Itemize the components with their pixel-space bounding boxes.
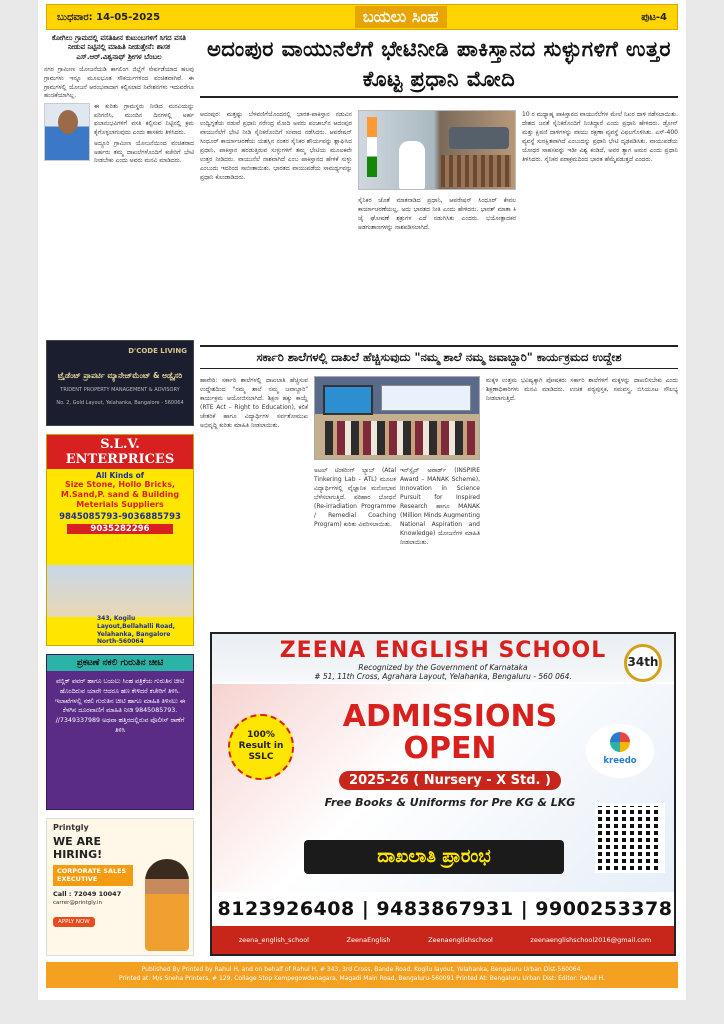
slv-subtitle: All Kinds of [95, 471, 145, 480]
side-article-paragraph: ಅದ್ದೂರಿ ಗ್ರಾಮೀಣ ಯೋಜನೆಯಿಂದ ವಂಚಿತರಾದ ಅರ್ಹರು ತಮ್ಮ ದಾಖಲೆಗಳೊಂದಿಗೆ ಕಚೇರಿಗೆ ಭೇಟಿ ನೀಡಬೇಕು ಎಂದು ಅವರು ಮನವಿ ಮಾಡಿದರು. [94, 139, 194, 165]
imprint-line: Published By Printed by Rahul H, and on behalf of Rahul H, # 343, 3rd Cross, Bande Road, Kogilu layout, Yelahanka, Bengaluru Urban Dist-560064. [141, 966, 583, 973]
kreedo-logo-icon [610, 732, 630, 752]
slv-title: S.L.V. ENTERPRICES [47, 435, 193, 469]
page-number: ಪುಟ-4 [641, 11, 667, 23]
kreedo-label: kreedo [603, 756, 637, 766]
school-headline: ಸರ್ಕಾರಿ ಶಾಲೆಗಳಲ್ಲಿ ದಾಖಲೆ ಹೆಚ್ಚಿಸುವುದು "ನಮ್ಮ ಶಾಲೆ ನಮ್ಮ ಜವಾಬ್ದಾರಿ" ಕಾರ್ಯಕ್ರಮದ ಉದ್ದೇಶ [256, 350, 622, 364]
hiring-role: CORPORATE SALES EXECUTIVE [53, 865, 133, 885]
slv-address: 343, Kogilu Layout,Bellahalli Road, Yelahanka, Bangalore North-560064 [97, 615, 175, 646]
hiring-model-image [145, 859, 189, 951]
issue-date: ಬುಧವಾರ: 14-05-2025 [57, 11, 161, 23]
school-headline-box [200, 345, 678, 369]
social-links [212, 926, 676, 954]
kreedo-logo [586, 724, 654, 778]
hiring-headline: WE ARE HIRING! [53, 835, 103, 861]
school-article-col: ಅಟಲ್ ಟಿಂಕರಿಂಗ್ ಲ್ಯಾಬ್ (Atal Tinkering Lab - ATL) ಮೂಲಕ ವಿದ್ಯಾರ್ಥಿಗಳಲ್ಲಿ ವೈಜ್ಞಾನಿಕ ಮನೋಭಾವ ಬೆಳೆಸಲಾಗುತ್ತಿದೆ. ಪರಿಹಾರ ಬೋಧನೆ (Re-irradiation Programme / Remedial Coaching Program) ಕುರಿತು ವಿವರಿಸಲಾಯಿತು. [314, 467, 396, 528]
lead-article-col: ಆದಂಪುರ: ಮತ್ತಷ್ಟು ಬೆಳವಣಿಗೆಯೊಂದರಲ್ಲಿ ಭಾರತ-ಪಾಕಿಸ್ತಾನ ನಡುವಿನ ಉದ್ವಿಗ್ನತೆಯ ನಡುವೆ ಪ್ರಧಾನಿ ನರೇಂದ್ರ ಮೋದಿ ಅವರು ಪಂಜಾಬ್‌ನ ಆದಂಪುರ ವಾಯುನೆಲೆಗೆ ಭೇಟಿ ನೀಡಿ ಸೈನಿಕರೊಂದಿಗೆ ಸಂವಾದ ನಡೆಸಿದರು. ಆಪರೇಷನ್ ಸಿಂಧೂರ್ ಕಾರ್ಯಾಚರಣೆಯ ಯಶಸ್ಸಿನ ನಂತರ ಸೈನಿಕರ ಶೌರ್ಯವನ್ನು ಶ್ಲಾಘಿಸಿದ ಪ್ರಧಾನಿ, ಪಾಕಿಸ್ತಾನ ಹರಡುತ್ತಿರುವ ಸುಳ್ಳುಗಳಿಗೆ ತಮ್ಮ ಭೇಟಿಯ ಮೂಲಕವೇ ಉತ್ತರ ನೀಡಿದರು. ವಾಯುನೆಲೆ ನಾಶವಾಗಿದೆ ಎಂಬ ಪಾಕಿಸ್ತಾನದ ಹೇಳಿಕೆ ಸುಳ್ಳು ಎಂಬುದು ಇದರಿಂದ ಸಾಬೀತಾಯಿತು. ಭಾರತದ ವಾಯುಪಡೆಯ ಸಾಮರ್ಥ್ಯವನ್ನು ಪ್ರಧಾನಿ ಕೊಂಡಾಡಿದರು. [200, 111, 352, 181]
trident-name-en: TRIDENT PROPERTY MANAGEMENT & ADVISORY [60, 387, 180, 393]
session-pill: 2025-26 ( Nursery - X Std. ) [339, 771, 561, 790]
construction-image [47, 565, 194, 617]
trident-ad[interactable] [46, 340, 194, 426]
lead-article-col: 10 ರ ಮಧ್ಯಾಹ್ನ ಪಾಕಿಸ್ತಾನದ ವಾಯುನೆಲೆಗಳ ಮೇಲೆ ನಿಖರ ದಾಳಿ ನಡೆಸಲಾಯಿತು. ದೇಶದ ಜನತೆ ಸೈನಿಕರೊಂದಿಗೆ ನಿಂತಿದ್ದಾರೆ ಎಂದು ಪ್ರಧಾನಿ ಹೇಳಿದರು. ಡ್ರೋನ್ ಮತ್ತು ಕ್ಷಿಪಣಿ ದಾಳಿಗಳನ್ನು ವಾಯು ರಕ್ಷಣಾ ವ್ಯವಸ್ಥೆ ವಿಫಲಗೊಳಿಸಿತು. ಎಸ್-400 ವ್ಯವಸ್ಥೆ ಸುರಕ್ಷಿತವಾಗಿದೆ ಎಂಬುದನ್ನು ಪ್ರಧಾನಿ ಭೇಟಿ ದೃಢಪಡಿಸಿತು. ವಾಯುಪಡೆಯ ಯೋಧರ ಸಾಹಸವನ್ನು ಇಡೀ ವಿಶ್ವ ಕಂಡಿದೆ, ಅವರ ತ್ಯಾಗ ಅಮರ ಎಂದು ಪ್ರಧಾನಿ ತಿಳಿಸಿದರು. ಸೈನಿಕರ ಪರಾಕ್ರಮದಿಂದ ಭಾರತ ಹೆಮ್ಮೆಪಡುತ್ತದೆ ಎಂದರು. [522, 111, 678, 163]
side-article-paragraph: ನಗರ ಗ್ರಾಮೀಣ ಯೋಜನೆಯಡಿ ಕಾಗಲಿಂಗ ಜಿಲ್ಲೆಗೆ ಸೇರ್ಪಡೆಯಾದ ಹಲವು ಗ್ರಾಮಗಳು ಇನ್ನೂ ಮೂಲಭೂತ ಸೌಕರ್ಯಗಳಿಂದ ವಂಚಿತವಾಗಿವೆ. ಈ ಗ್ರಾಮಗಳಲ್ಲಿ ಯೋಜನೆ ಆರಂಭವಾದಾಗ ಕಲ್ಪಿಸಲಾದ ನಿವೇಶನಗಳು ಇದುವರೆಗೂ ಹಂಚಿಕೆಯಾಗಿಲ್ಲ. [44, 66, 194, 100]
qr-code[interactable] [598, 806, 662, 870]
modi-airbase-photo [358, 110, 516, 190]
sslc-result-badge: 100% Result in SSLC [228, 714, 294, 780]
admissions-block [300, 699, 600, 809]
printgly-logo: Printgly [53, 823, 89, 832]
masthead [46, 4, 678, 30]
school-article [200, 374, 678, 624]
side-article-body [44, 66, 194, 166]
imprint-footer [46, 962, 678, 988]
fake-id-notice [46, 654, 194, 810]
notice-body: ಪಬ್ಲಿಕ್ ಪವರ್ ಹಾಗೂ ಬಯಲು ಸಿಂಹ ಪತ್ರಿಕೆಯ ಗುರುತಿನ ಚೀಟಿ ಹೊಂದಿರುವ ಯಾರೇ ಆದರೂ ಹಣ ಕೇಳಿದರೆ ಕಚೇರಿಗೆ ತಿಳಿಸಿ. ಇಲಾಖೆಗಳಲ್ಲಿ ನಕಲಿ ಗುರುತಿನ ಚೀಟಿ ಹಾಗೂ ಮಾಹಿತಿ ತಿಳಿಸಲು ಈ ಕೆಳಗಿನ ದೂರವಾಣಿಗೆ ಮಾಹಿತಿ ನೀಡಿ 9845085793. //7349337989 ಅಥವಾ ಹತ್ತಿರದಲ್ಲಿರುವ ಪೊಲೀಸ್ ಠಾಣೆಗೆ ತಿಳಿಸಿ [54, 678, 186, 734]
zeena-school-ad[interactable] [210, 632, 676, 956]
admissions-panel [212, 684, 676, 892]
side-article-paragraph: ಈ ಕುರಿತು ಗ್ರಾಮಸ್ಥರು ನೀಡಿದ ಮನವಿಯನ್ನು ಪರಿಗಣಿಸಿ, ಮುಂದಿನ ದಿನಗಳಲ್ಲಿ ಅರ್ಹ ಫಲಾನುಭವಿಗಳಿಗೆ ವಸತಿ ಕಲ್ಪಿಸುವ ನಿಟ್ಟಿನಲ್ಲಿ ಕ್ರಮ ಕೈಗೊಳ್ಳಲಾಗುವುದು ಎಂದು ಶಾಸಕರು ತಿಳಿಸಿದರು. [94, 103, 194, 137]
instagram-handle[interactable]: zeena_english_school [238, 936, 309, 944]
apply-now-button[interactable]: APPLY NOW [53, 917, 95, 927]
lead-headline: ಅದಂಪುರ ವಾಯುನೆಲೆಗೆ ಭೇಟಿನೀಡಿ ಪಾಕಿಸ್ತಾನದ ಸುಳ್ಳುಗಳಿಗೆ ಉತ್ತರ ಕೊಟ್ಟ ಪ್ರಧಾನಿ ಮೋದಿ [206, 37, 672, 92]
free-books-text: Free Books & Uniforms for Pre KG & LKG [324, 796, 576, 809]
trident-address: No. 2, Gold Layout, Yelahanka, Bangalore - 560064 [56, 400, 184, 406]
youtube-handle[interactable]: Zeenaenglishschool [428, 936, 493, 944]
dcode-logo: D'CODE LIVING [128, 347, 187, 355]
recognition-text: Recognized by the Government of Karnataka [358, 663, 528, 672]
school-article-col: ಮಕ್ಕಳ ಉತ್ತಮ ಭವಿಷ್ಯಕ್ಕಾಗಿ ಪೋಷಕರು ಸರ್ಕಾರಿ ಶಾಲೆಗಳಿಗೆ ಮಕ್ಕಳನ್ನು ದಾಖಲಿಸಬೇಕು ಎಂದು ಶಿಕ್ಷಣಾಧಿಕಾರಿಗಳು ಮನವಿ ಮಾಡಿದರು. ಉಚಿತ ಪಠ್ಯಪುಸ್ತಕ, ಸಮವಸ್ತ್ರ, ಬಿಸಿಯೂಟ ಸೌಲಭ್ಯ ನೀಡಲಾಗುತ್ತಿದೆ. [486, 377, 678, 402]
open-text: OPEN [403, 731, 497, 766]
facebook-handle[interactable]: ZeenaEnglish [346, 936, 391, 944]
lead-article-col: ಸೈನಿಕರ ಜೊತೆ ಮಾತನಾಡಿದ ಪ್ರಧಾನಿ, ಆಪರೇಷನ್ ಸಿಂಧೂರ್ ಕೇವಲ ಕಾರ್ಯಾಚರಣೆಯಲ್ಲ, ಅದು ಭಾರತದ ನೀತಿ ಎಂದು ಹೇಳಿದರು. ಭಾರತ್ ಮಾತಾ ಕಿ ಜೈ ಘೋಷಣೆ ಶತ್ರುಗಳ ಎದೆ ನಡುಗಿಸಿತು ಎಂದರು. ಭಯೋತ್ಪಾದಕರ ಅಡಗುತಾಣಗಳನ್ನು ನಾಶಪಡಿಸಲಾಗಿದೆ. [358, 197, 516, 231]
newspaper-page [38, 0, 686, 1000]
newspaper-title: ಬಯಲು ಸಿಂಹ [355, 6, 447, 28]
hiring-phone: Call : 72049 10047 [53, 889, 122, 898]
slv-items: Size Stone, Hollo Bricks, M.Sand,P. sand & Building Meterials Suppliers [60, 480, 180, 509]
years-badge: 34th [624, 644, 662, 682]
hiring-email[interactable]: carrer@printgly.in [53, 899, 103, 906]
school-article-col: ಇನ್‌ಸ್ಪೈರ್ ಅವಾರ್ಡ್ (INSPIRE Award – MANAK Scheme), Innovation in Science Pursuit for Inspired Research ಹಾಗೂ MANAK (Million Minds Augmenting National Aspiration and Knowledge) ಯೋಜನೆಗಳ ಮಾಹಿತಿ ನೀಡಲಾಯಿತು. [400, 467, 480, 546]
admissions-text: ADMISSIONS [342, 699, 558, 734]
lead-article [200, 108, 678, 338]
school-article-col: ಹಾವೇರಿ: ಸರ್ಕಾರಿ ಶಾಲೆಗಳಲ್ಲಿ ದಾಖಲಾತಿ ಹೆಚ್ಚಿಸುವ ಉದ್ದೇಶದಿಂದ "ನಮ್ಮ ಶಾಲೆ ನಮ್ಮ ಜವಾಬ್ದಾರಿ" ಕಾರ್ಯಕ್ರಮ ಆಯೋಜಿಸಲಾಗಿದೆ. ಶಿಕ್ಷಣ ಹಕ್ಕು ಕಾಯ್ದೆ (RTE Act – Right to Education), ಕಲಿಕೆ ಚೇತರಿಕೆ ಹಾಗೂ ವಿದ್ಯಾರ್ಥಿಗಳ ಸರ್ವತೋಮುಖ ಅಭಿವೃದ್ಧಿ ಕುರಿತು ಮಾಹಿತಿ ನೀಡಲಾಯಿತು. [200, 377, 308, 429]
trident-name: ಟ್ರೈಡೆಂಟ್ ಪ್ರಾಪರ್ಟಿ ಮ್ಯಾನೇಜ್‌ಮೆಂಟ್ & ಅಡ್ವೈಸರಿ [57, 371, 183, 380]
imprint-line: Printed at: M/s Sneha Printers, # 129, Collage Stop Kempegowdanagara, Magadi Main Road, Bengaluru-560091 Printed At: Bengaluru Urban Dist: Editor: Rahul H. [119, 975, 605, 982]
school-event-photo [314, 376, 480, 460]
slv-phone: 9845085793-9036885793 [59, 512, 181, 522]
side-article-headline: ಕೋಗಿಲು ಗ್ರಾಮದಲ್ಲಿ ವಸತಿಹೀನ ಕುಟುಂಬಗಳಿಗೆ ಸಿಗದ ವಸತಿ ನೀಡುವ ನಿಟ್ಟಿನಲ್ಲಿ ಮಾಹಿತಿ ನೀಡುತ್ತೇನೆ: ಶಾಸಕ ಎಸ್.ಆರ್.ವಿಶ್ವನಾಥ್ ಶ್ರೀಗಳ ಬೆಂಬಲ [52, 34, 186, 61]
notice-heading: ಪ್ರಕಟಣೆ ನಕಲಿ ಗುರುತಿನ ಚೀಟಿ [47, 655, 193, 671]
kannada-admission-banner: ದಾಖಲಾತಿ ಪ್ರಾರಂಭ [304, 840, 564, 874]
slv-phone-2: 9035282296 [67, 524, 173, 534]
lead-headline-box [200, 34, 678, 98]
school-phones: 8123926408 | 9483867931 | 9900253378 [212, 892, 676, 926]
email-address[interactable]: zeenaenglishschool2016@gmail.com [530, 936, 652, 944]
school-name: ZEENA ENGLISH SCHOOL [279, 638, 607, 663]
side-article [44, 34, 194, 168]
zeena-header [212, 634, 674, 682]
mla-photo [44, 103, 90, 161]
school-address: # 51, 11th Cross, Agrahara Layout, Yelahanka, Bengaluru - 560 064. [314, 672, 572, 681]
slv-enterprises-ad[interactable] [46, 434, 194, 646]
printgly-hiring-ad[interactable] [46, 818, 194, 956]
